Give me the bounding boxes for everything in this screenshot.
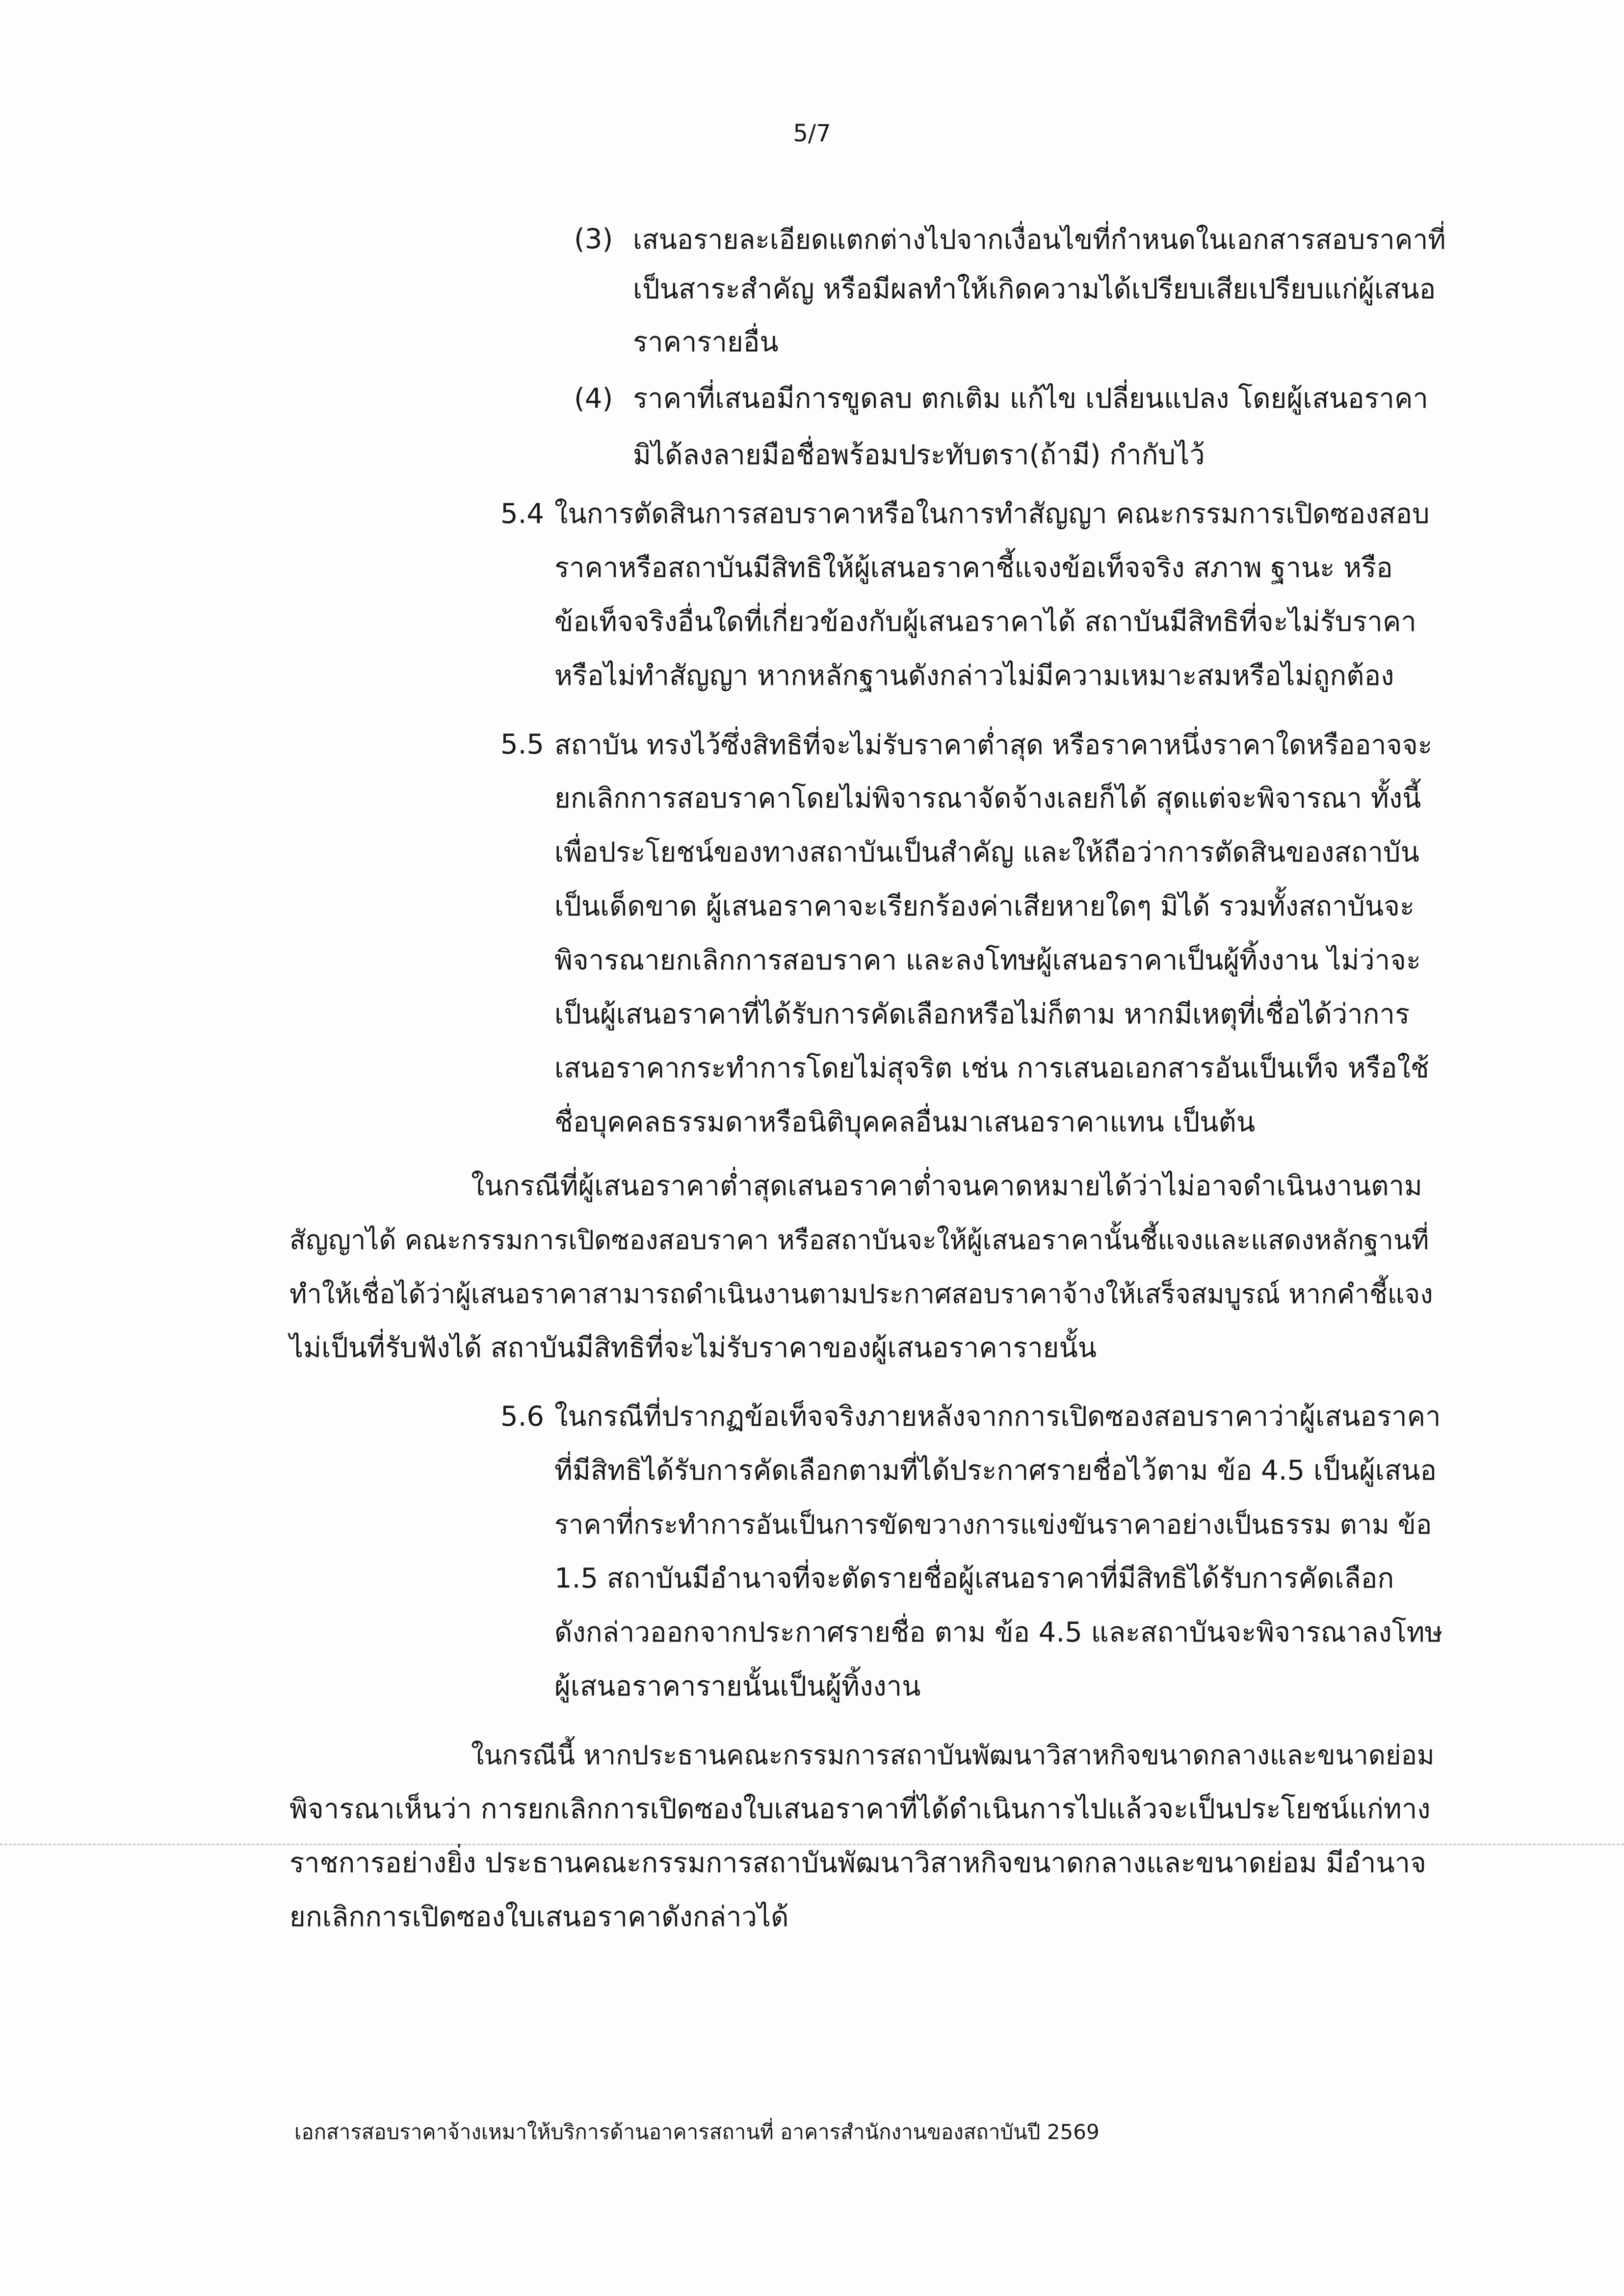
- clause-5-6-line: ในกรณีที่ปรากฏข้อเท็จจริงภายหลังจากการเปิดซองสอบราคาว่าผู้เสนอราคา: [554, 1401, 1441, 1433]
- clause-5-5-line: เพื่อประโยชน์ของทางสถาบันเป็นสำคัญ และให้ถือว่าการตัดสินของสถาบัน: [554, 836, 1419, 868]
- clause-5-4-line: ราคาหรือสถาบันมีสิทธิให้ผู้เสนอราคาชี้แจงข้อเท็จจริง สภาพ ฐานะ หรือ: [554, 552, 1393, 584]
- clause-5-6-line: ผู้เสนอราคารายนั้นเป็นผู้ทิ้งงาน: [554, 1670, 921, 1702]
- clause-5-6-line: ดังกล่าวออกจากประกาศรายชื่อ ตาม ข้อ 4.5 และสถาบันจะพิจารณาลงโทษ: [554, 1617, 1443, 1648]
- paragraph-low-price-line: ไม่เป็นที่รับฟังได้ สถาบันมีสิทธิที่จะไม่รับราคาของผู้เสนอราคารายนั้น: [289, 1332, 1097, 1364]
- clause-5-4-marker: 5.4: [500, 498, 545, 530]
- item-3-marker: (3): [574, 223, 613, 255]
- clause-5-6-line: 1.5 สถาบันมีอำนาจที่จะตัดรายชื่อผู้เสนอราคาที่มีสิทธิได้รับการคัดเลือก: [554, 1563, 1394, 1594]
- clause-5-5-line: เป็นเด็ดขาด ผู้เสนอราคาจะเรียกร้องค่าเสียหายใดๆ มิได้ รวมทั้งสถาบันจะ: [554, 890, 1415, 922]
- clause-5-5-line: ยกเลิกการสอบราคาโดยไม่พิจารณาจัดจ้างเลยก็ได้ สุดแต่จะพิจารณา ทั้งนี้: [554, 783, 1421, 814]
- clause-5-4-line: ในการตัดสินการสอบราคาหรือในการทำสัญญา คณะกรรมการเปิดซองสอบ: [554, 498, 1430, 530]
- clause-5-4-line: หรือไม่ทำสัญญา หากหลักฐานดังกล่าวไม่มีความเหมาะสมหรือไม่ถูกต้อง: [554, 660, 1394, 692]
- clause-5-4-line: ข้อเท็จจริงอื่นใดที่เกี่ยวข้องกับผู้เสนอราคาได้ สถาบันมีสิทธิที่จะไม่รับราคา: [554, 606, 1416, 638]
- item-4-marker: (4): [574, 383, 613, 415]
- clause-5-6-marker: 5.6: [500, 1401, 545, 1433]
- item-4-line: ราคาที่เสนอมีการขูดลบ ตกเติม แก้ไข เปลี่ยนแปลง โดยผู้เสนอราคา: [633, 383, 1428, 415]
- paragraph-low-price-line: สัญญาได้ คณะกรรมการเปิดซองสอบราคา หรือสถาบันจะให้ผู้เสนอราคานั้นชี้แจงและแสดงหลักฐานที่: [289, 1225, 1429, 1255]
- item-3-line: เสนอรายละเอียดแตกต่างไปจากเงื่อนไขที่กำหนดในเอกสารสอบราคาที่: [633, 224, 1446, 255]
- paragraph-low-price-line: ทำให้เชื่อได้ว่าผู้เสนอราคาสามารถดำเนินงานตามประกาศสอบราคาจ้างให้เสร็จสมบูรณ์ หากคำชี้แจง: [289, 1278, 1433, 1309]
- clause-5-5-marker: 5.5: [500, 729, 545, 760]
- clause-5-5-line: ชื่อบุคคลธรรมดาหรือนิติบุคคลอื่นมาเสนอราคาแทน เป็นต้น: [554, 1106, 1256, 1138]
- clause-5-5-line: สถาบัน ทรงไว้ซึ่งสิทธิที่จะไม่รับราคาต่ำสุด หรือราคาหนึ่งราคาใดหรืออาจจะ: [554, 729, 1433, 760]
- page-number: 5/7: [793, 120, 831, 147]
- clause-5-6-line: ที่มีสิทธิได้รับการคัดเลือกตามที่ได้ประกาศรายชื่อไว้ตาม ข้อ 4.5 เป็นผู้เสนอ: [554, 1455, 1437, 1487]
- document-footer: เอกสารสอบราคาจ้างเหมาให้บริการด้านอาคารสถานที่ อาคารสำนักงานของสถาบันปี 2569: [294, 2120, 1100, 2144]
- item-3-line: เป็นสาระสำคัญ หรือมีผลทำให้เกิดความได้เปรียบเสียเปรียบแก่ผู้เสนอ: [633, 273, 1436, 305]
- paragraph-cancel-line: พิจารณาเห็นว่า การยกเลิกการเปิดซองใบเสนอราคาที่ได้ดำเนินการไปแล้วจะเป็นประโยชน์แก่ทาง: [289, 1793, 1431, 1825]
- clause-5-5-line: เป็นผู้เสนอราคาที่ได้รับการคัดเลือกหรือไม่ก็ตาม หากมีเหตุที่เชื่อได้ว่าการ: [554, 998, 1410, 1030]
- item-4-line: มิได้ลงลายมือชื่อพร้อมประทับตรา(ถ้ามี) กำกับไว้: [633, 439, 1205, 471]
- paragraph-cancel-line: ราชการอย่างยิ่ง ประธานคณะกรรมการสถาบันพัฒนาวิสาหกิจขนาดกลางและขนาดย่อม มีอำนาจ: [289, 1847, 1426, 1879]
- paragraph-cancel-line: ในกรณีนี้ หากประธานคณะกรรมการสถาบันพัฒนาวิสาหกิจขนาดกลางและขนาดย่อม: [471, 1740, 1435, 1771]
- paragraph-low-price-line: ในกรณีที่ผู้เสนอราคาต่ำสุดเสนอราคาต่ำจนคาดหมายได้ว่าไม่อาจดำเนินงานตาม: [471, 1170, 1422, 1202]
- item-3-line: ราคารายอื่น: [633, 326, 779, 358]
- clause-5-5-line: พิจารณายกเลิกการสอบราคา และลงโทษผู้เสนอราคาเป็นผู้ทิ้งงาน ไม่ว่าจะ: [554, 944, 1421, 976]
- clause-5-6-line: ราคาที่กระทำการอันเป็นการขัดขวางการแข่งขันราคาอย่างเป็นธรรม ตาม ข้อ: [554, 1509, 1432, 1540]
- clause-5-5-line: เสนอราคากระทำการโดยไม่สุจริต เช่น การเสนอเอกสารอันเป็นเท็จ หรือใช้: [554, 1052, 1429, 1084]
- paragraph-cancel-line: ยกเลิกการเปิดซองใบเสนอราคาดังกล่าวได้: [289, 1901, 789, 1933]
